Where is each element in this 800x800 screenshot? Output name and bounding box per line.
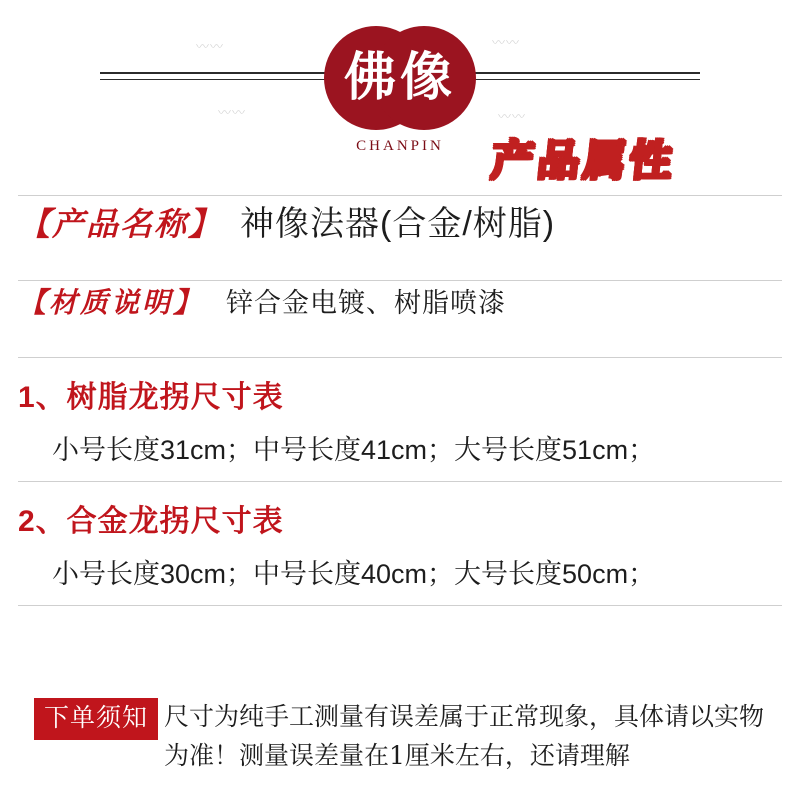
seal-subtitle: CHANPIN: [356, 138, 444, 154]
brand-seal: [315, 26, 485, 155]
seal-text: 佛像: [343, 47, 456, 108]
product-name-value: 神像法器(合金/树脂): [240, 205, 556, 243]
material-label: 【材质说明】: [18, 286, 205, 319]
order-notice: [0, 698, 800, 776]
page-header: [0, 0, 800, 195]
spacer: [0, 606, 800, 698]
seal-graphic: [324, 26, 476, 130]
page-title: 产品属性: [489, 136, 679, 185]
size-table-resin: [0, 358, 800, 481]
order-notice-tag: 下单须知: [34, 698, 158, 740]
material-row: [0, 281, 800, 357]
size-table-alloy-heading: 2、合金龙拐尺寸表: [18, 505, 284, 538]
product-name-row: [0, 196, 800, 280]
size-table-alloy: [0, 482, 800, 605]
material-value: 锌合金电镀、树脂喷漆: [226, 288, 507, 318]
order-notice-text: 尺寸为纯手工测量有误差属于正常现象，具体请以实物为准！测量误差量在1厘米左右，还请理解: [164, 702, 765, 770]
cloud-ornament-icon: 〰〰: [498, 109, 527, 124]
cloud-ornament-icon: 〰〰: [196, 39, 225, 54]
cloud-ornament-icon: 〰〰: [218, 105, 247, 120]
size-table-alloy-values: 小号长度30cm；中号长度40cm；大号长度50cm；: [52, 559, 656, 589]
size-table-resin-values: 小号长度31cm；中号长度41cm；大号长度51cm；: [52, 435, 656, 465]
cloud-ornament-icon: 〰〰: [492, 35, 521, 50]
product-name-label: 【产品名称】: [18, 205, 223, 243]
size-table-resin-heading: 1、树脂龙拐尺寸表: [18, 381, 284, 414]
